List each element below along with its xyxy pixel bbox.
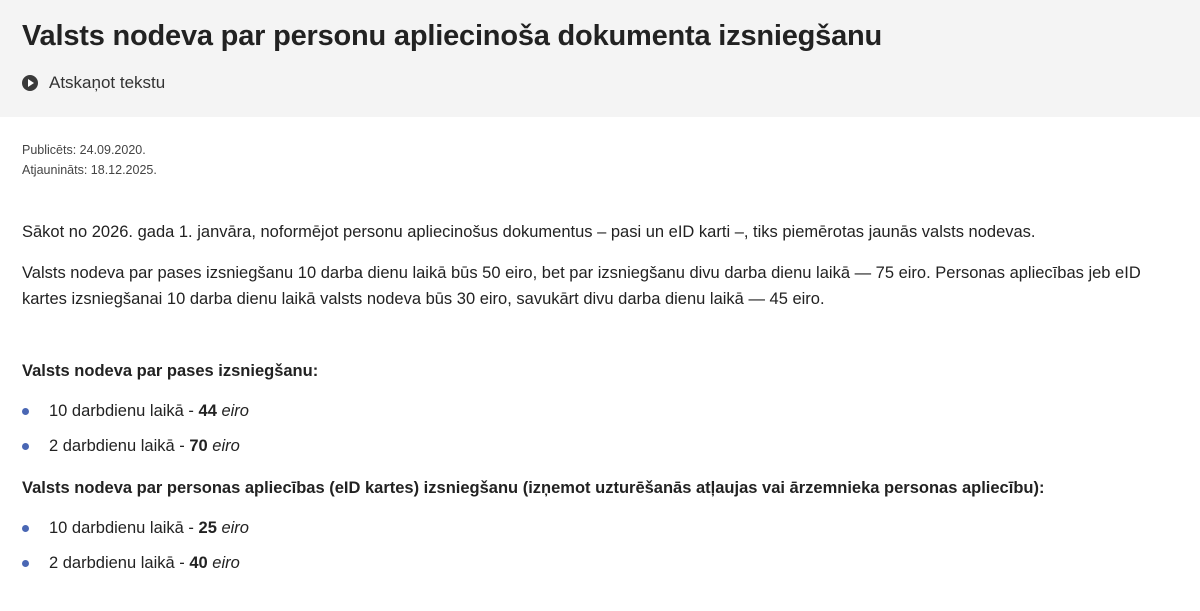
item-unit: eiro (212, 437, 240, 455)
item-amount: 25 (198, 519, 217, 537)
item-label: 10 darbdienu laikā - 44 eiro (49, 402, 249, 420)
list-item (22, 398, 1178, 424)
list-item (22, 550, 1178, 576)
updated-date: Atjaunināts: 18.12.2025. (22, 163, 157, 177)
item-amount: 44 (198, 402, 217, 420)
intro-paragraph: Sākot no 2026. gada 1. janvāra, noformējot personu apliecinošus dokumentus – pasi un eID karti –, tiks piemērotas jaunās valsts nodevas. (22, 223, 1036, 241)
item-unit: eiro (212, 554, 240, 572)
item-amount: 40 (189, 554, 208, 572)
section-title-passport: Valsts nodeva par pases izsniegšanu: (22, 362, 319, 380)
list-item (22, 515, 1178, 541)
article-meta (22, 140, 1178, 180)
section-title-eid: Valsts nodeva par personas apliecības (eID kartes) izsniegšanu (izņemot uzturēšanās atļaujas vai ārzemnieka personas apliecību): (22, 479, 1045, 497)
published-date: Publicēts: 24.09.2020. (22, 143, 146, 157)
bullet-icon (22, 560, 29, 567)
item-unit: eiro (221, 519, 249, 537)
item-label: 10 darbdienu laikā - 25 eiro (49, 519, 249, 537)
item-unit: eiro (221, 402, 249, 420)
list-item (22, 433, 1178, 459)
passport-fee-list (22, 398, 1178, 459)
details-paragraph: Valsts nodeva par pases izsniegšanu 10 darba dienu laikā būs 50 eiro, bet par izsniegšanu divu darba dienu laikā — 75 eiro. Personas apliecības jeb eID kartes izsniegšanai 10 darba dienu laikā valsts nodeva būs 30 eiro, savukārt divu darba dienu laikā — 45 eiro. (22, 264, 1141, 308)
eid-fee-list (22, 515, 1178, 576)
page-header (0, 0, 1200, 117)
item-label: 2 darbdienu laikā - 70 eiro (49, 437, 240, 455)
article-content (0, 140, 1200, 576)
item-amount: 70 (189, 437, 208, 455)
bullet-icon (22, 525, 29, 532)
listen-button[interactable] (22, 73, 165, 93)
listen-label[interactable]: Atskaņot tekstu (49, 73, 166, 92)
play-icon[interactable] (22, 75, 38, 91)
page-title: Valsts nodeva par personu apliecinoša dokumenta izsniegšanu (22, 20, 883, 52)
bullet-icon (22, 443, 29, 450)
bullet-icon (22, 408, 29, 415)
item-label: 2 darbdienu laikā - 40 eiro (49, 554, 240, 572)
